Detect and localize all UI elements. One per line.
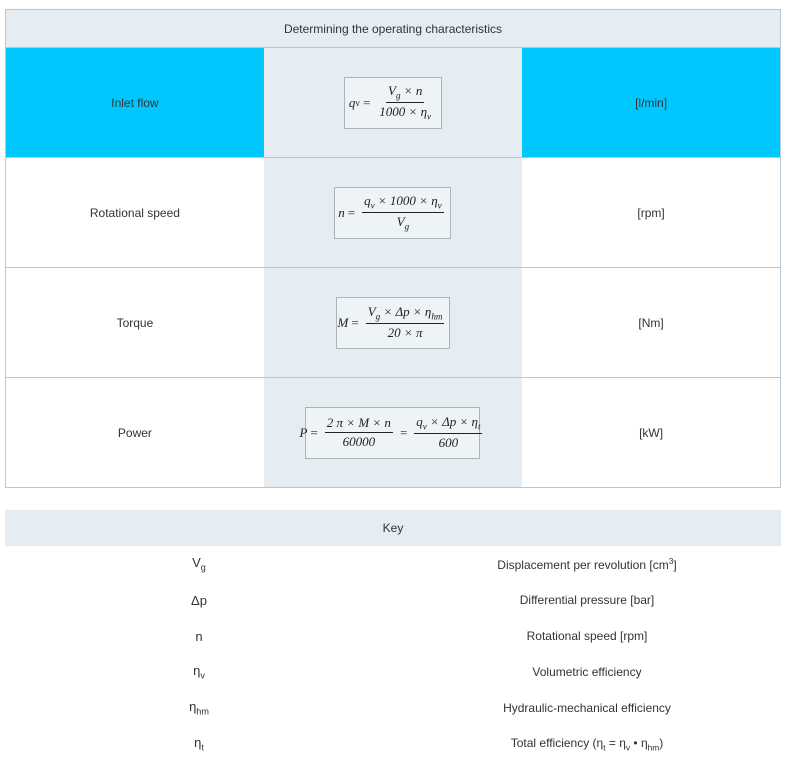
table-row-inlet-flow xyxy=(6,48,781,158)
table-row-rotational-speed xyxy=(6,158,781,268)
row-label: Torque xyxy=(116,315,154,330)
key-row xyxy=(5,690,781,726)
fraction: $\frac{V_g \times n}{1000 \times \eta_v}$ xyxy=(379,83,432,122)
table-title: Determining the operating characteristics xyxy=(6,10,781,48)
table-row-torque xyxy=(6,268,781,378)
key-description: Differential pressure [bar] xyxy=(519,593,655,607)
key-symbol: $\eta_v$ xyxy=(193,663,205,681)
key-symbol: n xyxy=(195,628,203,644)
key-row xyxy=(5,582,781,618)
fraction: $\frac{2 \pi \times M \times n}{60000}$ xyxy=(326,415,391,449)
fraction: $\frac{V_g \times \Delta p \times \eta_{hm}}{20 \times \pi}$ xyxy=(367,304,443,340)
key-row xyxy=(5,546,781,582)
key-row xyxy=(5,726,781,762)
key-header-row xyxy=(5,510,781,546)
row-label: Rotational speed xyxy=(89,205,180,220)
row-unit: [Nm] xyxy=(638,315,664,330)
key-symbol: $V_g$ xyxy=(192,555,206,573)
row-unit: [rpm] xyxy=(637,205,665,220)
row-unit: [l/min] xyxy=(635,95,668,110)
row-unit: [kW] xyxy=(639,425,664,440)
key-description: Hydraulic-mechanical efficiency xyxy=(503,701,671,715)
formula-power: P = $\frac{2 \pi \times M \times n}{60000}$ = $\frac{q_v \times \Delta p \times \eta_t}{600}$ xyxy=(305,407,480,459)
key-description: Rotational speed [rpm] xyxy=(526,629,648,643)
key-symbol: $\eta_{hm}$ xyxy=(189,699,209,717)
key-description: Displacement per revolution $[cm^3]$ xyxy=(497,556,677,572)
fraction: $\frac{q_v \times \Delta p \times \eta_t}{600}$ xyxy=(416,414,481,450)
key-symbol: Δp xyxy=(191,592,207,608)
table-row-power xyxy=(6,378,781,488)
key-title: Key xyxy=(5,510,781,546)
key-description: Total efficiency ($\eta_t = \eta_v$ • $\eta_{hm}$) xyxy=(510,735,664,753)
key-row xyxy=(5,654,781,690)
key-table xyxy=(5,510,781,762)
row-label: Inlet flow xyxy=(111,95,159,110)
formula-torque: M = $\frac{V_g \times \Delta p \times \eta_{hm}}{20 \times \pi}$ xyxy=(336,297,450,349)
formula-rotational-speed: n = $\frac{q_v \times 1000 \times \eta_v}{V_g}$ xyxy=(334,187,451,239)
key-row xyxy=(5,618,781,654)
formula-inlet-flow: q v = $\frac{V_g \times n}{1000 \times \eta_v}$ xyxy=(344,77,442,129)
fraction: $\frac{q_v \times 1000 \times \eta_v}{V_g}$ xyxy=(364,193,442,232)
table-header-row xyxy=(6,10,781,48)
key-description: Volumetric efficiency xyxy=(532,665,642,679)
row-label: Power xyxy=(117,425,152,440)
key-symbol: $\eta_t$ xyxy=(194,735,204,753)
operating-characteristics-table xyxy=(5,9,781,488)
